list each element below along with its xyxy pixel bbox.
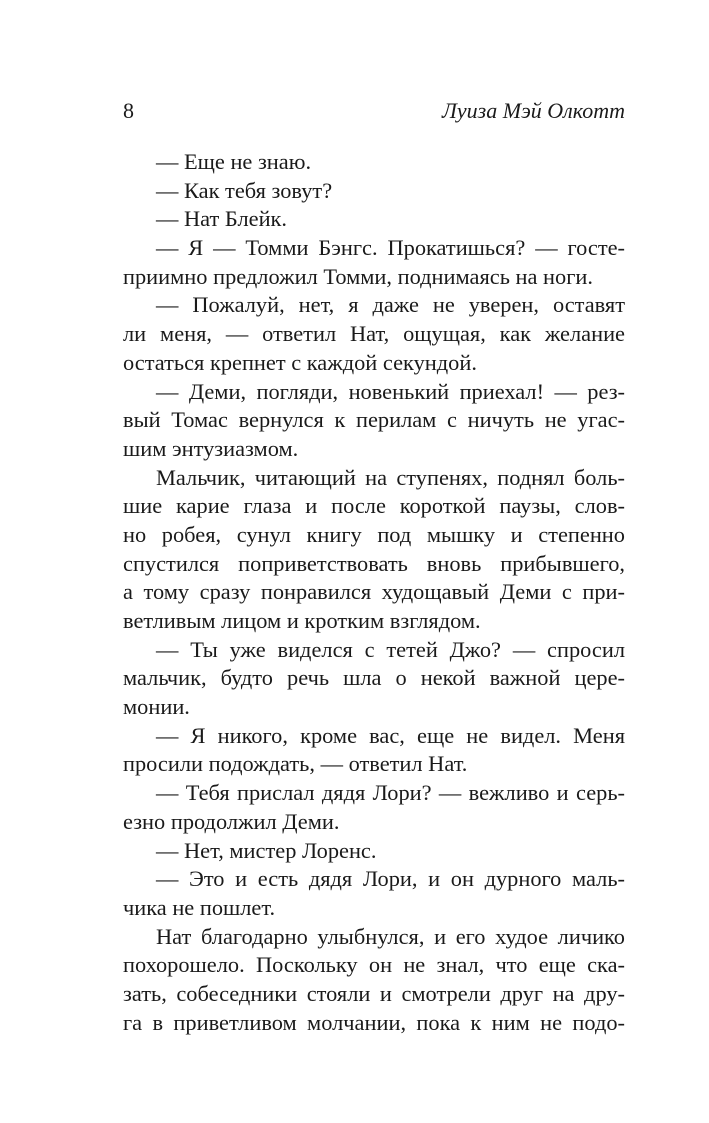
text-line: — Ты уже виделся с тетей Джо? — спросил	[156, 636, 625, 662]
text-line: — Еще не знаю.	[156, 149, 312, 174]
text-line: Мальчик, читающий на ступенях, поднял боль-	[156, 464, 625, 490]
text-line: вый Томас вернулся к перилам с ничуть не угас-	[123, 407, 625, 433]
text-line: мальчик, будто речь шла о некой важной цере-	[123, 665, 625, 691]
text-line: но робея, сунул книгу под мышку и степенно	[123, 521, 625, 547]
text-line: — Деми, погляди, новенький приехал! — рез-	[156, 378, 625, 404]
text-line: — Пожалуй, нет, я даже не уверен, оставят	[156, 292, 625, 318]
body-text	[123, 148, 625, 1037]
text-line: — Тебя прислал дядя Лори? — вежливо и серь-	[156, 780, 625, 806]
running-head-author: Луиза Мэй Олкотт	[442, 98, 625, 123]
text-line: похорошело. Поскольку он не знал, что еще ска-	[123, 952, 625, 978]
text-line: остаться крепнет с каждой секундой.	[123, 349, 477, 375]
text-line: зать, собеседники стояли и смотрели друг на дру-	[123, 980, 625, 1006]
text-line: Нат благодарно улыбнулся, и его худое личико	[156, 923, 625, 949]
text-line: — Я — Томми Бэнгс. Прокатишься? — госте-	[156, 235, 625, 261]
text-line: шим энтузиазмом.	[123, 435, 299, 461]
text-line: — Я никого, кроме вас, еще не видел. Меня	[156, 722, 625, 748]
text-line: чика не пошлет.	[123, 894, 276, 920]
text-line: а тому сразу понравился худощавый Деми с при-	[123, 579, 625, 605]
page-number: 8	[123, 98, 134, 123]
text-line: — Нат Блейк.	[156, 206, 288, 232]
text-line: — Это и есть дядя Лори, и он дурного маль-	[156, 866, 625, 892]
text-line: га в приветливом молчании, пока к ним не подо-	[123, 1009, 625, 1035]
text-line: ли меня, — ответил Нат, ощущая, как желание	[123, 321, 625, 347]
text-line: — Нет, мистер Лоренс.	[156, 837, 377, 863]
text-line: монии.	[123, 694, 190, 720]
text-line: шие карие глаза и после короткой паузы, слов-	[123, 493, 625, 519]
text-line: ветливым лицом и кротким взглядом.	[123, 608, 481, 633]
text-line: езно продолжил Деми.	[123, 808, 340, 834]
text-line: — Как тебя зовут?	[156, 177, 333, 203]
text-line: приимно предложил Томми, поднимаясь на ноги.	[123, 263, 593, 289]
text-line: просили подождать, — ответил Нат.	[123, 751, 468, 777]
text-line: спустился поприветствовать вновь прибывшего,	[123, 550, 625, 576]
